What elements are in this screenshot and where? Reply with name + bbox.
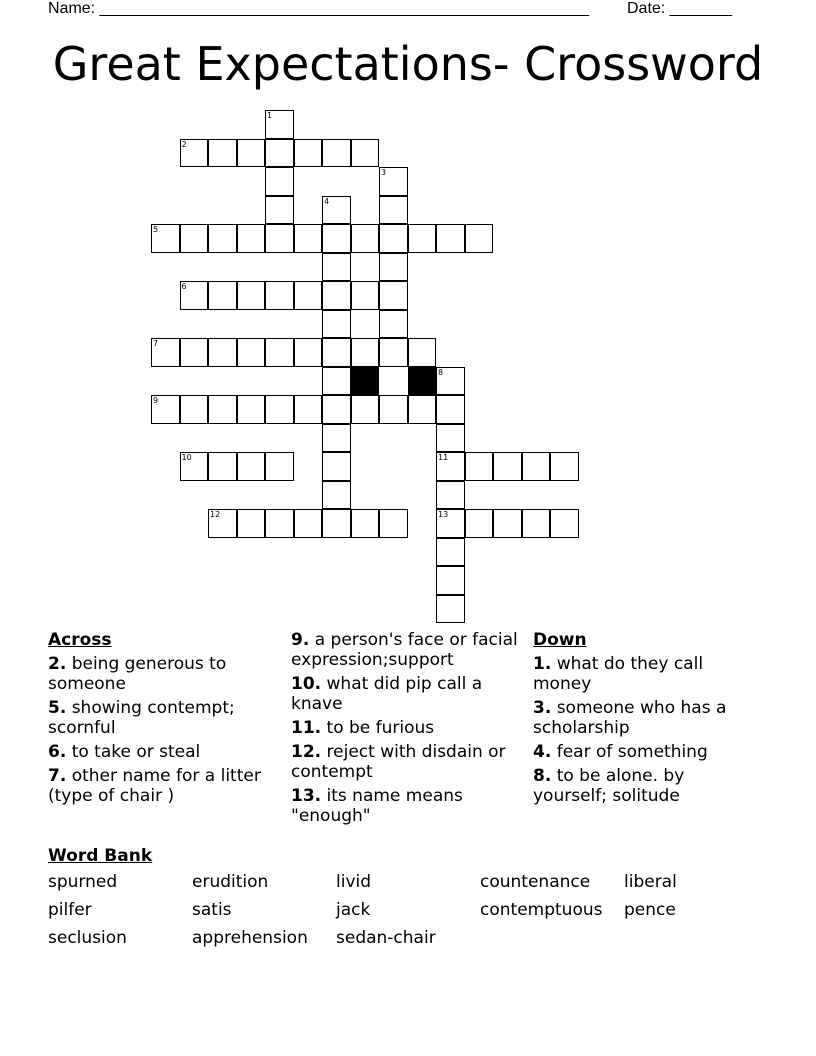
grid-cell[interactable] xyxy=(322,224,351,253)
name-field-label: Name: _______________________________________________________ xyxy=(48,0,589,17)
word-bank-item: jack xyxy=(336,900,371,920)
clue-number: 1 xyxy=(267,111,273,120)
across-clues-col2 xyxy=(291,630,523,830)
grid-cell[interactable] xyxy=(379,338,408,367)
grid-cell[interactable] xyxy=(550,452,579,481)
word-bank-item: sedan-chair xyxy=(336,928,436,948)
grid-cell[interactable] xyxy=(436,509,465,538)
clue-number: 10 xyxy=(181,453,192,462)
grid-cell[interactable] xyxy=(351,139,380,168)
grid-cell[interactable] xyxy=(180,395,209,424)
clue-number: 8 xyxy=(438,367,444,377)
grid-cell[interactable] xyxy=(522,509,551,538)
grid-cell[interactable] xyxy=(208,338,237,367)
grid-cell[interactable] xyxy=(493,452,522,481)
grid-cell[interactable] xyxy=(237,224,266,253)
down-clue-8: 8. to be alone. by yourself; solitude xyxy=(533,766,685,806)
word-bank-item: seclusion xyxy=(48,928,127,948)
grid-cell[interactable] xyxy=(379,196,408,225)
grid-cell[interactable] xyxy=(208,139,237,168)
grid-cell[interactable] xyxy=(294,509,323,538)
grid-cell[interactable] xyxy=(465,509,494,538)
across-clue-12: 12. reject with disdain or contempt xyxy=(291,742,506,782)
grid-block xyxy=(408,367,437,396)
grid-block xyxy=(351,367,380,396)
clue-number: 12 xyxy=(210,510,221,519)
grid-cell[interactable] xyxy=(265,139,294,168)
date-field-label: Date: _______ xyxy=(627,0,732,17)
down-clue-1: 1. what do they call money xyxy=(533,654,704,694)
word-bank-item: pence xyxy=(624,900,676,920)
grid-cell[interactable] xyxy=(436,224,465,253)
grid-cell[interactable] xyxy=(237,139,266,168)
grid-cell[interactable] xyxy=(465,224,494,253)
grid-cell[interactable] xyxy=(436,481,465,510)
grid-cell[interactable] xyxy=(379,224,408,253)
grid-cell[interactable] xyxy=(208,224,237,253)
word-bank-item: apprehension xyxy=(192,928,308,948)
across-clue-5: 5. showing contempt; scornful xyxy=(48,698,235,738)
grid-cell[interactable] xyxy=(436,452,465,481)
grid-cell[interactable] xyxy=(379,167,408,196)
clue-number: 4 xyxy=(324,196,330,206)
grid-cell[interactable] xyxy=(237,338,266,367)
across-clue-9: 9. a person's face or facial expression;support xyxy=(291,630,518,670)
grid-cell[interactable] xyxy=(294,224,323,253)
across-clue-10: 10. what did pip call a knave xyxy=(291,674,483,714)
grid-cell[interactable] xyxy=(379,253,408,282)
grid-cell[interactable] xyxy=(208,452,237,481)
grid-cell[interactable] xyxy=(436,595,465,624)
word-bank xyxy=(48,846,768,948)
grid-cell[interactable] xyxy=(237,395,266,424)
grid-cell[interactable] xyxy=(322,452,351,481)
grid-cell[interactable] xyxy=(265,224,294,253)
across-heading: Across xyxy=(48,630,112,650)
grid-cell[interactable] xyxy=(493,509,522,538)
grid-cell[interactable] xyxy=(550,509,579,538)
grid-cell[interactable] xyxy=(522,452,551,481)
grid-cell[interactable] xyxy=(180,139,209,168)
grid-cell[interactable] xyxy=(322,424,351,453)
grid-cell[interactable] xyxy=(322,367,351,396)
clue-number: 11 xyxy=(438,453,449,462)
grid-cell[interactable] xyxy=(237,452,266,481)
grid-cell[interactable] xyxy=(265,281,294,310)
across-clue-11: 11. to be furious xyxy=(291,718,435,738)
grid-cell[interactable] xyxy=(379,310,408,339)
grid-cell[interactable] xyxy=(294,395,323,424)
grid-cell[interactable] xyxy=(379,281,408,310)
clue-number: 13 xyxy=(438,510,449,519)
grid-cell[interactable] xyxy=(379,395,408,424)
page-title: Great Expectations- Crossword xyxy=(52,37,764,91)
grid-cell[interactable] xyxy=(351,395,380,424)
word-bank-item: satis xyxy=(192,900,232,920)
clue-number: 9 xyxy=(153,396,159,405)
across-clue-7: 7. other name for a litter (type of chair ) xyxy=(48,766,261,806)
grid-cell[interactable] xyxy=(322,139,351,168)
grid-cell[interactable] xyxy=(351,224,380,253)
grid-cell[interactable] xyxy=(322,310,351,339)
grid-cell[interactable] xyxy=(208,395,237,424)
grid-cell[interactable] xyxy=(237,281,266,310)
grid-cell[interactable] xyxy=(351,509,380,538)
clue-number: 7 xyxy=(153,339,159,348)
grid-cell[interactable] xyxy=(294,338,323,367)
grid-cell[interactable] xyxy=(408,395,437,424)
grid-cell[interactable] xyxy=(265,338,294,367)
grid-cell[interactable] xyxy=(322,281,351,310)
grid-cell[interactable] xyxy=(436,538,465,567)
grid-cell[interactable] xyxy=(465,452,494,481)
grid-cell[interactable] xyxy=(294,139,323,168)
grid-cell[interactable] xyxy=(180,338,209,367)
clue-number: 5 xyxy=(153,225,159,234)
grid-cell[interactable] xyxy=(180,452,209,481)
grid-cell[interactable] xyxy=(436,566,465,595)
grid-cell[interactable] xyxy=(322,395,351,424)
word-bank-item: contemptuous xyxy=(480,900,603,920)
grid-cell[interactable] xyxy=(265,452,294,481)
grid-cell[interactable] xyxy=(351,281,380,310)
grid-cell[interactable] xyxy=(151,338,180,367)
grid-cell[interactable] xyxy=(379,509,408,538)
grid-cell[interactable] xyxy=(294,281,323,310)
down-clue-4: 4. fear of something xyxy=(533,742,708,762)
grid-cell[interactable] xyxy=(322,509,351,538)
grid-cell[interactable] xyxy=(322,253,351,282)
word-bank-item: pilfer xyxy=(48,900,92,920)
grid-cell[interactable] xyxy=(208,509,237,538)
word-bank-list xyxy=(48,872,768,948)
across-clues-col1 xyxy=(48,630,283,810)
clue-number: 3 xyxy=(381,168,387,177)
down-clue-3: 3. someone who has a scholarship xyxy=(533,698,727,738)
grid-cell[interactable] xyxy=(408,224,437,253)
grid-cell[interactable] xyxy=(265,110,294,139)
grid-cell[interactable] xyxy=(322,481,351,510)
word-bank-item: livid xyxy=(336,872,372,892)
grid-cell[interactable] xyxy=(351,338,380,367)
grid-cell[interactable] xyxy=(265,509,294,538)
word-bank-item: erudition xyxy=(192,872,269,892)
grid-cell[interactable] xyxy=(436,395,465,424)
across-clue-2: 2. being generous to someone xyxy=(48,654,227,694)
grid-cell[interactable] xyxy=(265,196,294,225)
grid-cell[interactable] xyxy=(180,281,209,310)
grid-cell[interactable] xyxy=(180,224,209,253)
across-clue-6: 6. to take or steal xyxy=(48,742,201,762)
grid-cell[interactable] xyxy=(322,196,351,225)
down-clues xyxy=(533,630,763,810)
word-bank-item: liberal xyxy=(624,872,677,892)
grid-cell[interactable] xyxy=(436,424,465,453)
grid-cell[interactable] xyxy=(151,224,180,253)
grid-cell[interactable] xyxy=(151,395,180,424)
word-bank-heading: Word Bank xyxy=(48,846,153,866)
clue-number: 6 xyxy=(181,282,187,291)
grid-cell[interactable] xyxy=(408,338,437,367)
word-bank-item: countenance xyxy=(480,872,591,892)
grid-cell[interactable] xyxy=(322,338,351,367)
word-bank-item: spurned xyxy=(48,872,118,892)
grid-cell[interactable] xyxy=(265,395,294,424)
grid-cell[interactable] xyxy=(237,509,266,538)
grid-cell[interactable] xyxy=(265,167,294,196)
down-heading: Down xyxy=(533,630,587,650)
grid-cell[interactable] xyxy=(208,281,237,310)
clue-number: 2 xyxy=(181,139,187,149)
across-clue-13: 13. its name means "enough" xyxy=(291,786,463,826)
grid-cell[interactable] xyxy=(436,367,465,396)
